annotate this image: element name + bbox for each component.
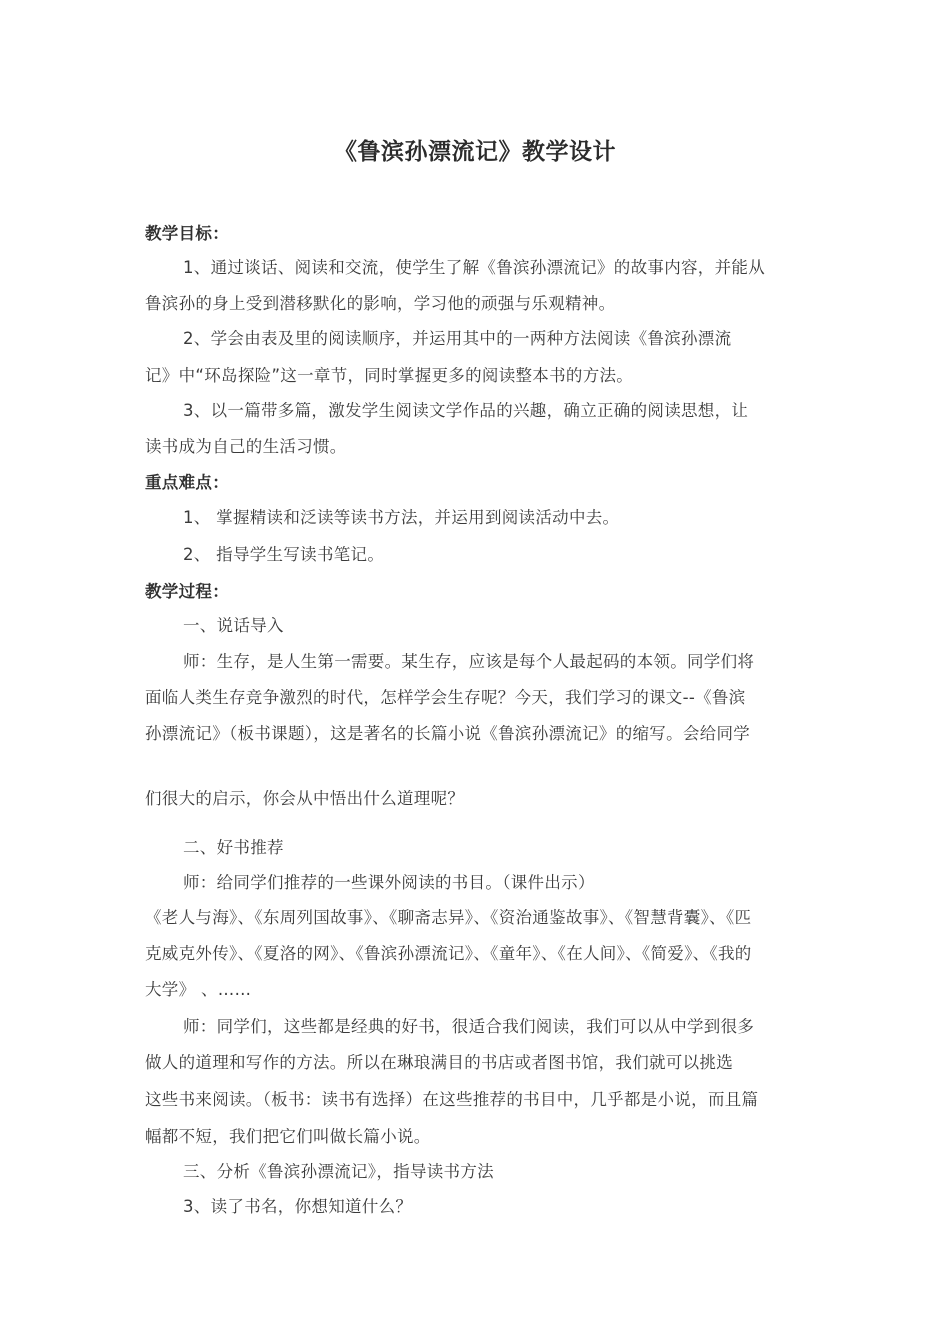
step-2-paragraph-2-line-1: 师：同学们，这些都是经典的好书，很适合我们阅读，我们可以从中学到很多 <box>183 1017 755 1036</box>
key-point-1: 1、 掌握精读和泛读等读书方法，并运用到阅读活动中去。 <box>183 508 620 527</box>
step-2-paragraph-2-line-3: 这些书来阅读。（板书：读书有选择）在这些推荐的书目中，几乎都是小说，而且篇 <box>145 1090 759 1109</box>
book-list-line-3: 大学》 、…… <box>145 980 252 999</box>
goal-1-line-2: 鲁滨孙的身上受到潜移默化的影响，学习他的顽强与乐观精神。 <box>145 294 616 313</box>
document-title: 《鲁滨孙漂流记》教学设计 <box>334 139 616 165</box>
book-list-line-2: 克威克外传》、《夏洛的网》、《鲁滨孙漂流记》、《童年》、《在人间》、《简爱》、《我的 <box>145 944 752 963</box>
book-list-line-1: 《老人与海》、《东周列国故事》、《聊斋志异》、《资治通鉴故事》、《智慧背囊》、《匹 <box>145 908 752 927</box>
step-2-paragraph-2-line-2: 做人的道理和写作的方法。所以在琳琅满目的书店或者图书馆，我们就可以挑选 <box>145 1053 733 1072</box>
step-1-paragraph-line-4: 们很大的启示，你会从中悟出什么道理呢？ <box>145 789 465 808</box>
step-1-paragraph-line-1: 师：生存，是人生第一需要。某生存，应该是每个人最起码的本领。同学们将 <box>183 652 755 671</box>
goal-3-line-2: 读书成为自己的生活习惯。 <box>145 437 347 456</box>
goals-heading: 教学目标： <box>145 224 229 243</box>
key-points-heading: 重点难点： <box>145 473 229 492</box>
goal-3-line-1: 3、以一篇带多篇，激发学生阅读文学作品的兴趣，确立正确的阅读思想，让 <box>183 401 749 420</box>
step-3-title: 三、分析《鲁滨孙漂流记》，指导读书方法 <box>183 1162 494 1181</box>
goal-1-line-1: 1、通过谈话、阅读和交流，使学生了解《鲁滨孙漂流记》的故事内容，并能从 <box>183 258 765 277</box>
step-3-question: 3、读了书名，你想知道什么？ <box>183 1197 413 1216</box>
key-point-2: 2、 指导学生写读书笔记。 <box>183 545 385 564</box>
step-2-paragraph-line-1: 师：给同学们推荐的一些课外阅读的书目。（课件出示） <box>183 873 595 892</box>
step-1-paragraph-line-3: 孙漂流记》（板书课题），这是著名的长篇小说《鲁滨孙漂流记》的缩写。会给同学 <box>145 724 751 743</box>
goal-2-line-2: 记》中“环岛探险”这一章节，同时掌握更多的阅读整本书的方法。 <box>145 366 634 385</box>
step-1-title: 一、说话导入 <box>183 616 284 635</box>
step-2-title: 二、好书推荐 <box>183 838 284 857</box>
step-1-paragraph-line-2: 面临人类生存竞争激烈的时代，怎样学会生存呢？今天，我们学习的课文--《鲁滨 <box>145 688 746 707</box>
step-2-paragraph-2-line-4: 幅都不短，我们把它们叫做长篇小说。 <box>145 1127 431 1146</box>
goal-2-line-1: 2、学会由表及里的阅读顺序，并运用其中的一两种方法阅读《鲁滨孙漂流 <box>183 329 732 348</box>
process-heading: 教学过程： <box>145 582 229 601</box>
